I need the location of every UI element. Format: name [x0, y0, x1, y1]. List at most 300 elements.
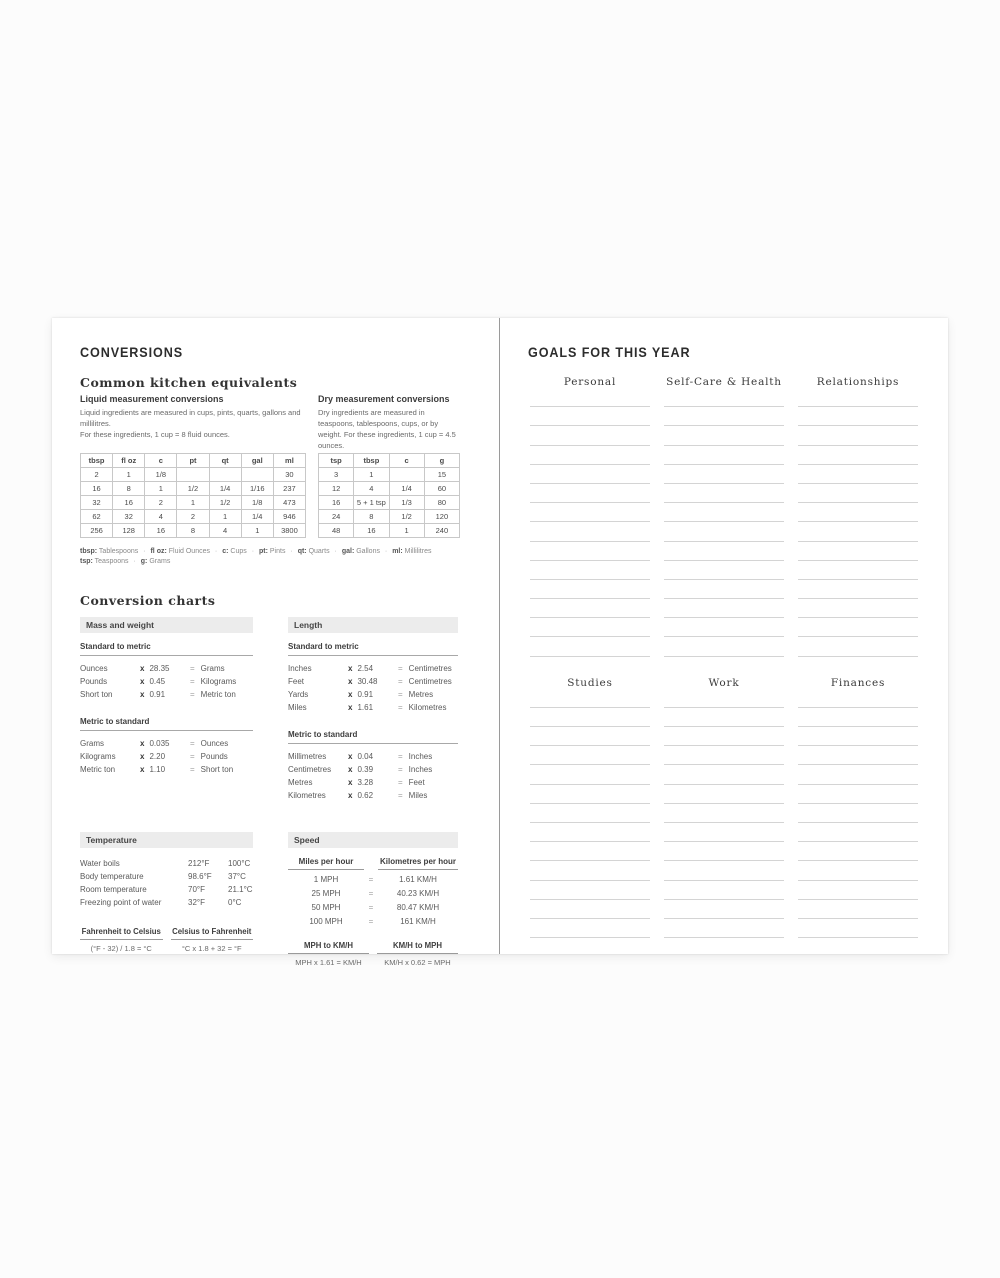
ruled-line	[530, 900, 650, 919]
legend-label: Fluid Ounces	[166, 548, 210, 555]
table-row	[319, 524, 460, 538]
ruled-line	[664, 881, 784, 900]
multiply-sign: x	[140, 752, 145, 761]
ruled-line	[664, 765, 784, 784]
conversion-subhead: Metric to standard	[288, 730, 458, 744]
table-cell: 1/4	[389, 482, 424, 496]
result-unit: Kilometres	[408, 703, 447, 712]
multiply-sign: x	[348, 752, 353, 761]
ruled-line	[664, 522, 784, 541]
celsius-value: 37°C	[228, 872, 246, 881]
conversion-row	[288, 662, 458, 675]
conversion-result	[190, 688, 236, 701]
ruled-line	[664, 842, 784, 861]
factor-value: 0.45	[149, 677, 166, 686]
conversion-from: Yards	[288, 690, 309, 699]
ruled-line	[664, 900, 784, 919]
goal-lines-row	[528, 388, 920, 657]
table-row	[319, 510, 460, 524]
conversion-result	[398, 763, 432, 776]
temperature-rows	[80, 857, 253, 909]
ruled-line	[664, 708, 784, 727]
equals-sign: =	[190, 664, 195, 673]
kmh-value: 80.47 KM/H	[396, 903, 440, 912]
ruled-line	[798, 503, 918, 522]
legend-abbr: gal:	[341, 548, 355, 555]
ruled-line	[798, 804, 918, 823]
goal-column-header: Relationships	[816, 376, 900, 388]
conversions-page	[52, 318, 500, 967]
length-bar: Length	[288, 617, 458, 633]
equals-sign: =	[190, 765, 195, 774]
formula-text: (°F - 32) / 1.8 = °C	[90, 944, 152, 953]
conversion-row	[80, 763, 253, 776]
table-cell: 128	[113, 524, 145, 538]
goal-column-header: Finances	[830, 676, 886, 689]
celsius-value: 21.1°C	[228, 885, 253, 894]
multiply-sign: x	[140, 765, 145, 774]
result-unit: Grams	[200, 664, 225, 673]
table-row	[81, 482, 306, 496]
table-header-cell: gal	[241, 454, 273, 468]
goal-column-header: Self-Care & Health	[666, 376, 782, 388]
mph-value: 100 MPH	[309, 917, 343, 926]
liquid-column	[80, 394, 306, 538]
mass-weight-section	[80, 617, 253, 802]
conversion-factor	[348, 701, 398, 714]
table-cell: 120	[424, 510, 459, 524]
ruled-line	[664, 746, 784, 765]
table-cell: 946	[273, 510, 305, 524]
page-title: CONVERSIONS	[80, 344, 184, 360]
formula-header: MPH to KM/H	[288, 941, 369, 954]
celsius-value: 100°C	[228, 859, 251, 868]
equals-sign: =	[368, 917, 374, 926]
ruled-line	[530, 746, 650, 765]
factor-value: 2.20	[149, 752, 166, 761]
ruled-line	[798, 484, 918, 503]
table-cell: 1	[113, 468, 145, 482]
ruled-line	[530, 446, 650, 465]
ruled-line	[530, 861, 650, 880]
ruled-line	[664, 542, 784, 561]
conversion-from: Ounces	[80, 664, 108, 673]
conversion-result	[190, 763, 233, 776]
conversion-row	[80, 750, 253, 763]
ruled-line	[664, 861, 784, 880]
speed-row	[288, 887, 458, 901]
ruled-line	[530, 804, 650, 823]
legend-abbr: qt:	[297, 548, 307, 555]
factor-value: 0.91	[149, 690, 166, 699]
legend-abbr: tsp:	[80, 558, 93, 565]
ruled-line	[530, 388, 650, 407]
ruled-line	[798, 599, 918, 618]
table-cell: 1	[241, 524, 273, 538]
table-cell: 2	[145, 496, 177, 510]
multiply-sign: x	[140, 664, 145, 673]
table-cell: 16	[81, 482, 113, 496]
goal-column	[662, 689, 786, 938]
table-cell: 4	[354, 482, 389, 496]
ruled-line	[798, 746, 918, 765]
multiply-sign: x	[348, 690, 353, 699]
table-cell	[389, 468, 424, 482]
legend-abbr: pt:	[258, 548, 268, 555]
goal-column-header: Personal	[563, 376, 617, 388]
table-cell: 16	[319, 496, 354, 510]
liquid-title: Liquid measurement conversions	[80, 394, 224, 404]
conversion-from: Metric ton	[80, 765, 116, 774]
conversion-row	[288, 688, 458, 701]
table-cell	[241, 468, 273, 482]
legend-label: Quarts	[306, 548, 330, 555]
result-unit: Centimetres	[408, 664, 452, 673]
legend-label: Cups	[228, 548, 247, 555]
ruled-line	[664, 426, 784, 445]
legend-label: Grams	[147, 558, 171, 565]
table-cell	[209, 468, 241, 482]
equals-sign: =	[368, 903, 374, 912]
conversion-from: Centimetres	[288, 765, 332, 774]
kmh-value: 161 KM/H	[400, 917, 436, 926]
ruled-line	[664, 407, 784, 426]
factor-value: 3.28	[357, 778, 374, 787]
ruled-line	[530, 689, 650, 708]
ruled-line	[530, 785, 650, 804]
conversion-factor	[140, 688, 190, 701]
goal-column	[796, 388, 920, 657]
ruled-line	[798, 618, 918, 637]
conversion-factor	[140, 750, 190, 763]
legend-separator: ·	[249, 548, 256, 555]
fahrenheit-value: 212°F	[188, 859, 210, 868]
table-cell: 2	[177, 510, 209, 524]
kitchen-heading: Common kitchen equivalents	[80, 375, 298, 390]
goal-groups	[528, 376, 920, 938]
table-header-cell: c	[389, 454, 424, 468]
result-unit: Metres	[408, 690, 434, 699]
ruled-line	[798, 388, 918, 407]
legend-separator: ·	[288, 548, 295, 555]
ruled-line	[798, 426, 918, 445]
conversion-row	[288, 763, 458, 776]
description-line: For these ingredients, 1 cup = 8 fluid ounces.	[80, 430, 230, 439]
table-cell: 15	[424, 468, 459, 482]
table-row	[81, 524, 306, 538]
ruled-line	[664, 484, 784, 503]
ruled-line	[530, 580, 650, 599]
formula-header: Fahrenheit to Celsius	[80, 927, 163, 940]
ruled-line	[798, 842, 918, 861]
table-cell: 48	[319, 524, 354, 538]
ruled-line	[664, 561, 784, 580]
conversion-from: Miles	[288, 703, 307, 712]
table-header-cell: c	[145, 454, 177, 468]
ruled-line	[530, 919, 650, 938]
table-cell: 16	[113, 496, 145, 510]
temperature-label: Room temperature	[80, 885, 147, 894]
goal-header-row	[528, 376, 920, 388]
table-cell: 1/4	[209, 482, 241, 496]
conversion-result	[398, 750, 432, 763]
speed-col-header: Kilometres per hour	[378, 857, 458, 870]
ruled-line	[798, 765, 918, 784]
equals-sign: =	[398, 703, 403, 712]
ruled-line	[530, 708, 650, 727]
ruled-line	[530, 465, 650, 484]
mass-weight-bar: Mass and weight	[80, 617, 253, 633]
table-header-row	[319, 454, 460, 468]
speed-bar: Speed	[288, 832, 458, 848]
legend-separator: ·	[382, 548, 390, 555]
result-unit: Pounds	[200, 752, 228, 761]
table-header-cell: ml	[273, 454, 305, 468]
conversion-factor	[140, 662, 190, 675]
conversion-result	[398, 789, 427, 802]
factor-value: 30.48	[357, 677, 378, 686]
conversion-factor	[348, 662, 398, 675]
multiply-sign: x	[348, 791, 353, 800]
conversion-from: Millimetres	[288, 752, 327, 761]
table-header-cell: tbsp	[354, 454, 389, 468]
ruled-line	[530, 542, 650, 561]
table-header-cell: qt	[209, 454, 241, 468]
legend-label: Teaspoons	[92, 558, 129, 565]
ruled-line	[664, 465, 784, 484]
result-unit: Short ton	[200, 765, 234, 774]
temperature-minis	[80, 927, 253, 953]
conversion-subhead: Standard to metric	[80, 642, 253, 656]
ruled-line	[798, 522, 918, 541]
table-cell: 32	[81, 496, 113, 510]
conversion-factor	[140, 763, 190, 776]
temperature-row	[80, 896, 253, 909]
speed-col-gap	[364, 857, 378, 870]
conversion-row	[288, 701, 458, 714]
conversion-row	[288, 776, 458, 789]
conversion-result	[190, 750, 228, 763]
factor-value: 1.10	[149, 765, 166, 774]
legend-separator: ·	[131, 558, 138, 565]
dry-title: Dry measurement conversions	[318, 394, 450, 404]
speed-column-headers	[288, 857, 458, 870]
charts-grid	[80, 617, 485, 967]
equals-sign: =	[398, 752, 403, 761]
ruled-line	[664, 804, 784, 823]
goal-column	[528, 689, 652, 938]
result-unit: Miles	[408, 791, 428, 800]
legend-label: Gallons	[354, 548, 380, 555]
table-header-cell: fl oz	[113, 454, 145, 468]
legend-abbr: ml:	[392, 548, 403, 555]
description-line: Liquid ingredients are measured in cups, pints, quarts, gallons and millilitres.	[80, 408, 301, 428]
table-cell: 3	[319, 468, 354, 482]
table-cell: 1/4	[241, 510, 273, 524]
table-cell: 62	[81, 510, 113, 524]
speed-rows	[288, 873, 458, 929]
ruled-line	[798, 900, 918, 919]
ruled-line	[798, 580, 918, 599]
conversion-factor	[348, 750, 398, 763]
table-cell: 1	[145, 482, 177, 496]
table-header-cell: pt	[177, 454, 209, 468]
ruled-line	[530, 522, 650, 541]
conversion-factor	[348, 789, 398, 802]
temperature-row	[80, 883, 253, 896]
legend-separator: ·	[141, 548, 148, 555]
table-row	[81, 496, 306, 510]
equals-sign: =	[190, 677, 195, 686]
table-cell: 1/2	[209, 496, 241, 510]
table-cell: 3800	[273, 524, 305, 538]
page-title: GOALS FOR THIS YEAR	[528, 344, 691, 360]
conversion-result	[398, 776, 425, 789]
factor-value: 0.04	[357, 752, 374, 761]
charts-heading: Conversion charts	[80, 593, 216, 608]
mph-value: 25 MPH	[311, 889, 341, 898]
multiply-sign: x	[348, 664, 353, 673]
table-cell: 2	[81, 468, 113, 482]
ruled-line	[798, 465, 918, 484]
ruled-line	[530, 426, 650, 445]
table-cell: 1	[177, 496, 209, 510]
temperature-label: Water boils	[80, 859, 120, 868]
goal-column-header: Work	[708, 676, 740, 689]
table-cell: 12	[319, 482, 354, 496]
factor-value: 0.62	[357, 791, 374, 800]
goal-header-row	[528, 677, 920, 689]
fahrenheit-value: 70°F	[188, 885, 205, 894]
table-cell: 1/3	[389, 496, 424, 510]
description-line: Dry ingredients are measured in teaspoons, tablespoons, cups, or by weight. For these ingredients, 1 cup = 4.5 ounces.	[318, 408, 456, 450]
table-header-cell: tsp	[319, 454, 354, 468]
multiply-sign: x	[140, 677, 145, 686]
legend-label: Pints	[267, 548, 286, 555]
legend-label: Millilitres	[402, 548, 432, 555]
ruled-line	[664, 727, 784, 746]
legend-label: Tablespoons	[97, 548, 139, 555]
ruled-line	[798, 861, 918, 880]
multiply-sign: x	[140, 690, 145, 699]
result-unit: Feet	[408, 778, 425, 787]
conversion-group	[288, 642, 458, 714]
mass-groups	[80, 642, 253, 776]
equals-sign: =	[398, 778, 403, 787]
factor-value: 2.54	[357, 664, 374, 673]
factor-value: 0.91	[357, 690, 374, 699]
speed-col-header: Miles per hour	[288, 857, 364, 870]
ruled-line	[664, 823, 784, 842]
planner-spread	[52, 318, 948, 967]
conversion-result	[398, 662, 452, 675]
ruled-line	[798, 689, 918, 708]
table-row	[319, 482, 460, 496]
fahrenheit-value: 32°F	[188, 898, 205, 907]
ruled-line	[798, 446, 918, 465]
temperature-row	[80, 870, 253, 883]
conversion-result	[190, 737, 228, 750]
mph-value: 1 MPH	[313, 875, 339, 884]
abbreviation-legend	[80, 547, 485, 567]
legend-line	[80, 547, 485, 557]
dry-description	[318, 407, 458, 453]
ruled-line	[798, 561, 918, 580]
conversion-from: Inches	[288, 664, 312, 673]
ruled-line	[530, 484, 650, 503]
conversion-from: Metres	[288, 778, 313, 787]
ruled-line	[664, 446, 784, 465]
ruled-line	[798, 727, 918, 746]
temperature-label: Body temperature	[80, 872, 144, 881]
liquid-table	[80, 453, 306, 538]
temperature-row	[80, 857, 253, 870]
goal-lines-row	[528, 689, 920, 938]
speed-row	[288, 915, 458, 929]
mph-value: 50 MPH	[311, 903, 341, 912]
table-cell: 240	[424, 524, 459, 538]
ruled-line	[798, 823, 918, 842]
multiply-sign: x	[348, 778, 353, 787]
table-cell: 1/2	[177, 482, 209, 496]
formula-mini-table	[377, 941, 458, 967]
legend-abbr: c:	[222, 548, 229, 555]
ruled-line	[530, 407, 650, 426]
ruled-line	[530, 765, 650, 784]
conversion-row	[288, 750, 458, 763]
ruled-line	[798, 407, 918, 426]
conversion-factor	[348, 675, 398, 688]
result-unit: Ounces	[200, 739, 229, 748]
liquid-description	[80, 407, 306, 453]
kmh-value: 40.23 KM/H	[396, 889, 440, 898]
result-unit: Centimetres	[408, 677, 452, 686]
ruled-line	[664, 618, 784, 637]
result-unit: Metric ton	[200, 690, 236, 699]
formula-mini-table	[288, 941, 369, 967]
conversion-result	[398, 688, 433, 701]
conversion-result	[190, 662, 225, 675]
formula-text: KM/H x 0.62 = MPH	[384, 958, 451, 967]
equals-sign: =	[190, 739, 195, 748]
ruled-line	[530, 503, 650, 522]
conversion-row	[80, 662, 253, 675]
legend-abbr: fl oz:	[150, 548, 167, 555]
table-cell: 24	[319, 510, 354, 524]
table-cell: 1/16	[241, 482, 273, 496]
conversion-row	[80, 688, 253, 701]
ruled-line	[664, 388, 784, 407]
table-cell: 237	[273, 482, 305, 496]
temperature-section	[80, 832, 253, 967]
equals-sign: =	[398, 765, 403, 774]
conversion-group	[80, 717, 253, 776]
table-cell: 60	[424, 482, 459, 496]
table-header-row	[81, 454, 306, 468]
conversion-group	[80, 642, 253, 701]
fahrenheit-value: 98.6°F	[188, 872, 212, 881]
ruled-line	[798, 542, 918, 561]
length-groups	[288, 642, 458, 802]
length-section	[288, 617, 458, 802]
conversion-from: Grams	[80, 739, 104, 748]
table-cell: 8	[113, 482, 145, 496]
conversion-result	[190, 675, 236, 688]
conversion-result	[398, 675, 452, 688]
multiply-sign: x	[348, 765, 353, 774]
conversion-row	[80, 675, 253, 688]
ruled-line	[530, 823, 650, 842]
